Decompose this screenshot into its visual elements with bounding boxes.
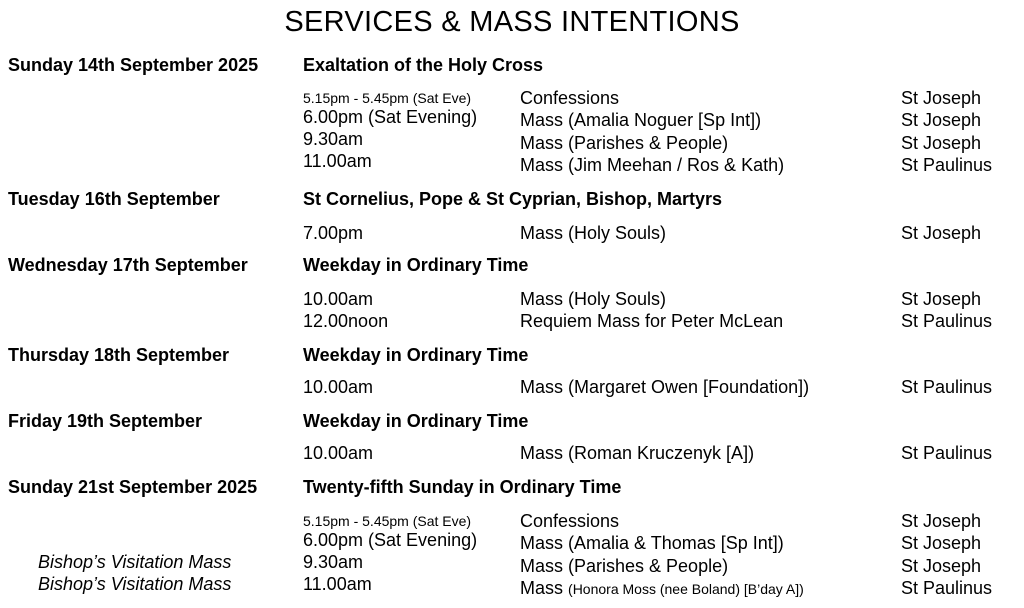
service-name: Mass (Parishes & People): [520, 133, 729, 153]
service-time: 10.00am: [303, 377, 374, 397]
day-heading: Sunday 14th September 2025: [8, 55, 259, 75]
church-name: St Joseph: [901, 88, 982, 108]
church-name: St Paulinus: [901, 311, 993, 331]
church-name: St Joseph: [901, 533, 982, 553]
church-name: St Paulinus: [901, 443, 993, 463]
feast-heading: Twenty-fifth Sunday in Ordinary Time: [303, 477, 622, 497]
service-time: 9.30am: [303, 129, 364, 149]
visitation-note: Bishop’s Visitation Mass: [38, 574, 232, 594]
feast-heading: St Cornelius, Pope & St Cyprian, Bishop, Martyrs: [303, 189, 723, 209]
service-name: Mass (Parishes & People): [520, 556, 729, 576]
service-name: Mass (Holy Souls): [520, 289, 667, 309]
church-name: St Joseph: [901, 110, 982, 130]
church-name: St Joseph: [901, 556, 982, 576]
church-name: St Joseph: [901, 223, 982, 243]
service-name: Mass (Holy Souls): [520, 223, 667, 243]
feast-heading: Weekday in Ordinary Time: [303, 345, 529, 365]
church-name: St Joseph: [901, 133, 982, 153]
service-name: Confessions: [520, 88, 620, 108]
service-time: 6.00pm (Sat Evening): [303, 107, 478, 127]
day-heading: Tuesday 16th September: [8, 189, 220, 209]
church-name: St Paulinus: [901, 578, 993, 598]
service-name: Confessions: [520, 511, 620, 531]
church-name: St Paulinus: [901, 155, 993, 175]
service-time: 5.15pm - 5.45pm (Sat Eve): [303, 513, 472, 529]
service-name: Mass (Margaret Owen [Foundation]): [520, 377, 810, 397]
service-time: 11.00am: [303, 151, 372, 171]
day-heading: Wednesday 17th September: [8, 255, 248, 275]
service-time: 7.00pm: [303, 223, 364, 243]
day-heading: Thursday 18th September: [8, 345, 230, 365]
service-name: [520, 578, 804, 599]
service-time: 11.00am: [303, 574, 372, 594]
church-name: St Paulinus: [901, 377, 993, 397]
service-name-detail: (Honora Moss (nee Boland) [B’day A]): [568, 581, 804, 597]
service-time: 12.00noon: [303, 311, 389, 331]
day-heading: Friday 19th September: [8, 411, 203, 431]
visitation-note: Bishop’s Visitation Mass: [38, 552, 232, 572]
service-name: Mass (Amalia Noguer [Sp Int]): [520, 110, 762, 130]
service-name-main: Mass: [520, 578, 564, 598]
church-name: St Joseph: [901, 289, 982, 309]
page-title: SERVICES & MASS INTENTIONS: [284, 6, 740, 38]
service-name: Mass (Amalia & Thomas [Sp Int]): [520, 533, 784, 553]
service-name: Mass (Roman Kruczenyk [A]): [520, 443, 755, 463]
service-name: Mass (Jim Meehan / Ros & Kath): [520, 155, 785, 175]
service-time: 10.00am: [303, 289, 374, 309]
service-time: 10.00am: [303, 443, 374, 463]
service-name: Requiem Mass for Peter McLean: [520, 311, 784, 331]
feast-heading: Weekday in Ordinary Time: [303, 411, 529, 431]
feast-heading: Weekday in Ordinary Time: [303, 255, 529, 275]
feast-heading: Exaltation of the Holy Cross: [303, 55, 544, 75]
service-time: 9.30am: [303, 552, 364, 572]
day-heading: Sunday 21st September 2025: [8, 477, 258, 497]
service-time: 6.00pm (Sat Evening): [303, 530, 478, 550]
service-time: 5.15pm - 5.45pm (Sat Eve): [303, 90, 472, 106]
church-name: St Joseph: [901, 511, 982, 531]
